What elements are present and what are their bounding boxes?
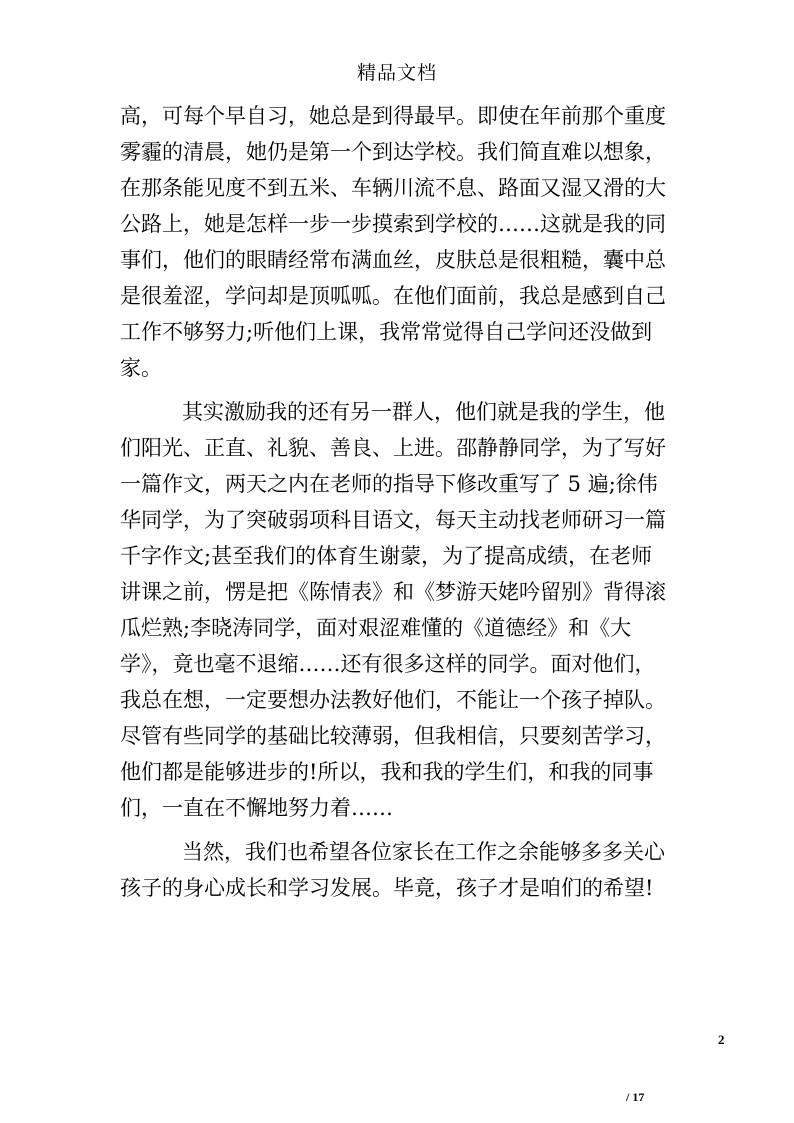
text-line: 当然，我们也希望各位家长在工作之余能够多多关心: [182, 840, 665, 864]
text-line: 学》，竟也毫不退缩……还有很多这样的同学。面对他们，: [120, 652, 656, 676]
document-header: 精品文档: [356, 62, 437, 84]
text-line: 讲课之前，愣是把《陈情表》和《梦游天姥吟留别》背得滚: [120, 580, 666, 604]
text-line: 们阳光、正直、礼貌、善良、上进。邵静静同学，为了写好: [120, 436, 666, 460]
text-line: 瓜烂熟;李晓涛同学，面对艰涩难懂的《道德经》和《大: [120, 616, 632, 640]
text-line: 一篇作文，两天之内在老师的指导下修改重写了 5 遍;徐伟: [120, 472, 658, 496]
document-body: [120, 98, 680, 906]
paragraph-gap: [120, 386, 680, 394]
text-line: 工作不够努力;听他们上课，我常常觉得自己学问还没做到: [120, 320, 653, 344]
text-line: 他们都是能够进步的!所以，我和我的学生们，和我的同事: [120, 760, 654, 784]
text-line: 雾霾的清晨，她仍是第一个到达学校。我们简直难以想象，: [120, 140, 666, 164]
text-line: 千字作文;甚至我们的体育生谢蒙，为了提高成绩，在老师: [120, 544, 653, 568]
text-line: 高，可每个早自习，她总是到得最早。即使在年前那个重度: [120, 104, 666, 128]
text-line: 在那条能见度不到五米、车辆川流不息、路面又湿又滑的大: [120, 176, 666, 200]
text-line: 孩子的身心成长和学习发展。毕竟，孩子才是咱们的希望!: [120, 876, 654, 900]
page-total: / 17: [626, 1090, 645, 1104]
text-line: 其实激励我的还有另一群人，他们就是我的学生，他: [182, 400, 665, 424]
text-line: 事们，他们的眼睛经常布满血丝，皮肤总是很粗糙，囊中总: [120, 248, 666, 272]
text-line: 是很羞涩，学问却是顶呱呱。在他们面前，我总是感到自己: [120, 284, 666, 308]
paragraph-gap: [120, 826, 680, 834]
text-line: 们，一直在不懈地努力着……: [120, 796, 393, 820]
text-line: 尽管有些同学的基础比较薄弱，但我相信，只要刻苦学习，: [120, 724, 666, 748]
text-line: 公路上，她是怎样一步一步摸索到学校的……这就是我的同: [120, 212, 666, 236]
text-line: 家。: [120, 356, 162, 380]
page-number: 2: [718, 1032, 725, 1047]
text-line: 我总在想，一定要想办法教好他们，不能让一个孩子掉队。: [120, 688, 666, 712]
text-line: 华同学，为了突破弱项科目语文，每天主动找老师研习一篇: [120, 508, 666, 532]
